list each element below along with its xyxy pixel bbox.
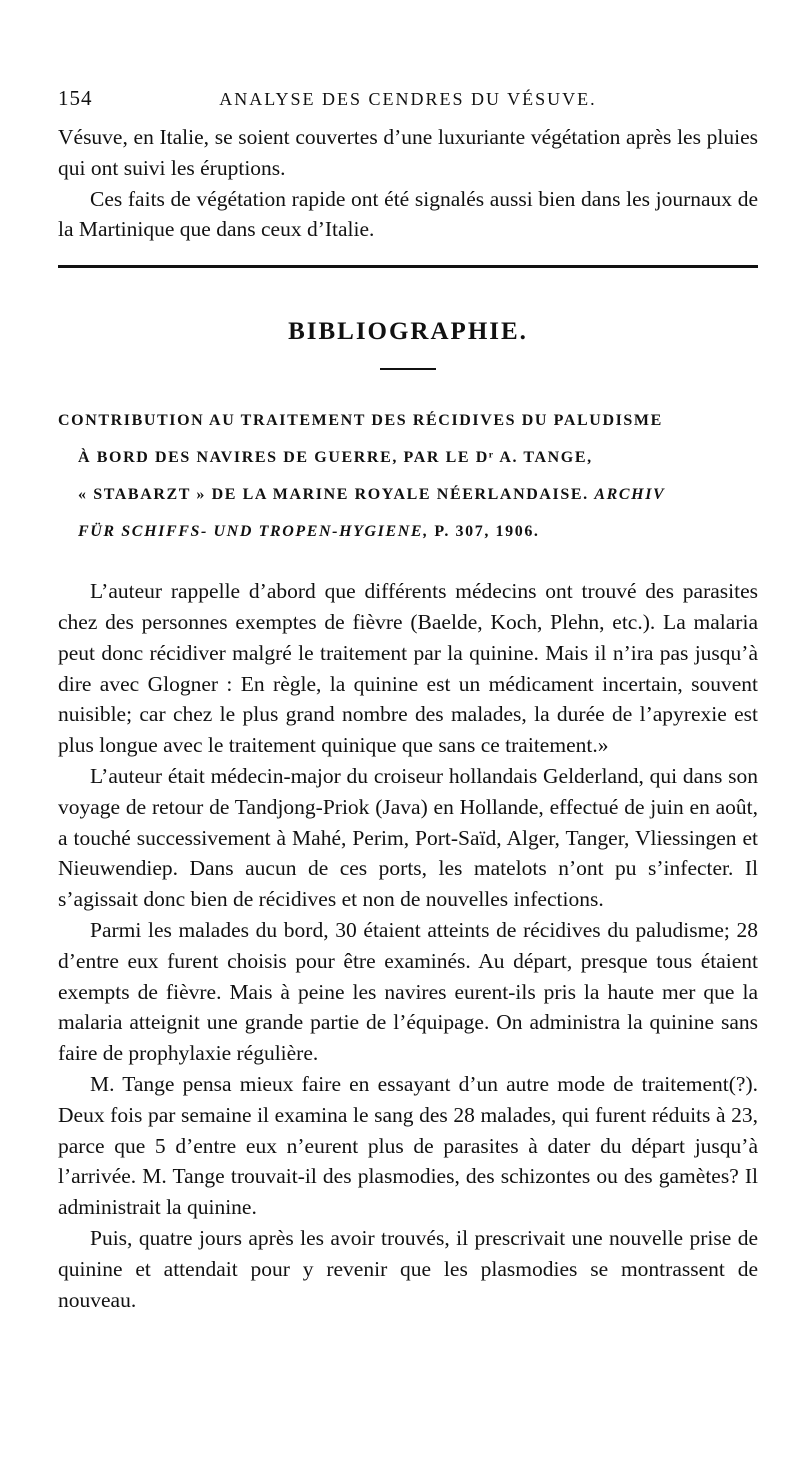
running-title: ANALYSE DES CENDRES DU VÉSUVE.	[219, 89, 597, 109]
body-paragraph-3: Parmi les malades du bord, 30 étaient atteints de récidives du paludisme; 28 d’entre eux furent choisis pour être examinés. Au départ, presque tous étaient exempts de fièvre. Mais à peine les navires eurent-ils pris la haute mer que la malaria atteignit une grande partie de l’équipage. On administra la quinine sans faire de prophylaxie régulière.	[58, 917, 758, 1066]
intro-paragraph-1: Vésuve, en Italie, se soient couvertes d’une luxuriante végétation après les pluies qui ont suivi les éruptions.	[58, 125, 758, 180]
page	[58, 86, 758, 1315]
reference-line-2: À BORD DES NAVIRES DE GUERRE, PAR LE Dʳ A. TANGE,	[78, 449, 593, 467]
reference-line-3	[58, 476, 758, 513]
body-paragraph-5: Puis, quatre jours après les avoir trouvés, il prescrivait une nouvelle prise de quinine et attendait pour y revenir que les plasmodies se montrassent de nouveau.	[58, 1225, 758, 1312]
reference-author-affiliation: « STABARZT » DE LA MARINE ROYALE NÉERLANDAISE.	[78, 486, 589, 504]
running-head	[58, 86, 758, 122]
journal-title-part-2: FÜR SCHIFFS- UND TROPEN-HYGIENE,	[78, 523, 429, 541]
title-ornament-rule	[380, 368, 436, 370]
section-title: BIBLIOGRAPHIE.	[288, 318, 528, 346]
body-paragraph-2: L’auteur était médecin-major du croiseur hollandais Gelderland, qui dans son voyage de retour de Tandjong-Priok (Java) en Hollande, effectué de juin en août, a touché successivement à Mahé, Perim, Port-Saïd, Alger, Tanger, Vliessingen et Nieuwendiep. Dans aucun de ces ports, les matelots n’ont pu s’infecter. Il s’agissait donc bien de récidives et non de nouvelles infections.	[58, 763, 758, 912]
body-paragraph-1: L’auteur rappelle d’abord que différents médecins ont trouvé des parasites chez des personnes exemptes de fièvre (Baelde, Koch, Plehn, etc.). La malaria peut donc récidiver malgré le traitement par la quinine. Mais il n’ira pas jusqu’à dire avec Glogner : En règle, la quinine est un médicament incertain, souvent nuisible; car chez le plus grand nombre des malades, la durée de l’apyrexie est plus longue avec le traitement quinique que sans ce traitement.»	[58, 579, 758, 758]
section-divider	[58, 265, 758, 268]
reference-line-4	[58, 513, 758, 550]
review-body	[58, 576, 758, 1315]
journal-title-part-1: ARCHIV	[594, 486, 666, 504]
bibliographic-reference	[58, 402, 758, 550]
reference-line-1: CONTRIBUTION AU TRAITEMENT DES RÉCIDIVES DU PALUDISME	[58, 412, 663, 430]
intro-paragraph-2: Ces faits de végétation rapide ont été signalés aussi bien dans les journaux de la Martinique que dans ceux d’Italie.	[58, 186, 758, 242]
reference-citation: P. 307, 1906.	[434, 523, 540, 541]
page-number: 154	[58, 86, 93, 110]
body-paragraph-4: M. Tange pensa mieux faire en essayant d’un autre mode de traitement(?). Deux fois par semaine il examina le sang des 28 malades, qui furent réduits à 23, parce que 5 d’entre eux n’eurent plus de parasites à dater du départ jusqu’à l’arrivée. M. Tange trouvait-il des plasmodies, des schizontes ou des gamètes? Il administrait la quinine.	[58, 1071, 758, 1220]
